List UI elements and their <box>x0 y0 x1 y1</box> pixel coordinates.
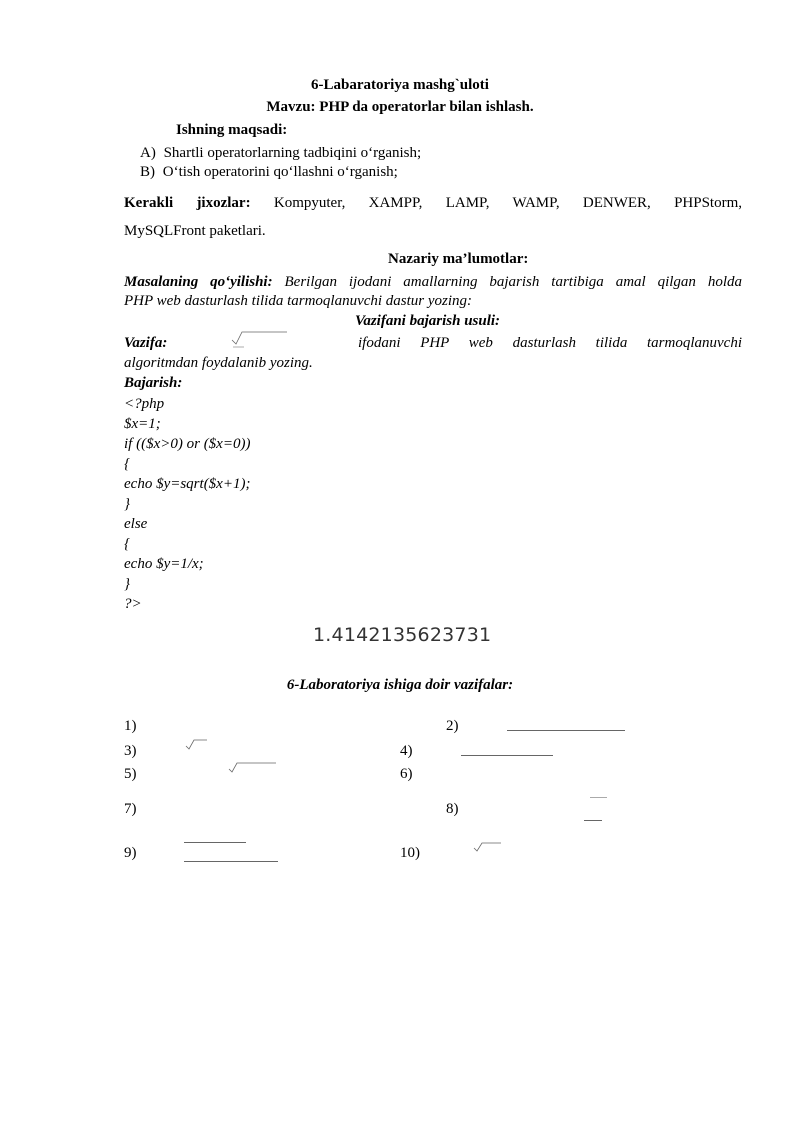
formula-fraction-line <box>184 842 246 843</box>
task-line-1: ifodani PHP web dasturlash tilida tarmoqlanuvchi <box>358 335 742 351</box>
equipment-item: XAMPP, <box>368 195 423 211</box>
formula-fraction-line <box>590 797 607 798</box>
code-line: echo $y=sqrt($x+1); <box>124 476 251 492</box>
equipment-label: Kerakli jixozlar: <box>124 195 251 211</box>
code-line: { <box>124 536 130 552</box>
theory-heading: Nazariy ma’lumotlar: <box>388 251 529 267</box>
tasks-heading: 6-Laboratoriya ishiga doir vazifalar: <box>286 677 514 693</box>
goal-text: O‘tish operatorini qo‘llashni o‘rganish; <box>162 164 398 180</box>
goal-marker: B) <box>140 164 155 180</box>
formula-fraction-line <box>184 861 278 862</box>
problem-line-2: PHP web dasturlash tilida tarmoqlanuvchi dastur yozing: <box>124 293 473 309</box>
equipment-item: WAMP, <box>512 195 560 211</box>
task-number: 5) <box>124 766 137 782</box>
formula-fraction-line <box>461 755 553 756</box>
code-line: echo $y=1/x; <box>124 556 204 572</box>
equipment-line <box>124 195 742 212</box>
code-line: if (($x>0) or ($x=0)) <box>124 436 251 452</box>
equipment-line-2: MySQLFront paketlari. <box>124 223 266 239</box>
task-number: 8) <box>446 801 459 817</box>
goal-marker: A) <box>140 145 156 161</box>
task-number: 1) <box>124 718 137 734</box>
topic-heading: Mavzu: PHP da operatorlar bilan ishlash. <box>266 99 534 115</box>
formula-sqrt-icon <box>473 841 503 855</box>
code-line: } <box>124 496 130 512</box>
problem-label: Masalaning qo‘yilishi: <box>124 274 273 290</box>
code-line: $x=1; <box>124 416 161 432</box>
problem-line-1 <box>124 274 742 291</box>
formula-fraction-line <box>584 820 602 821</box>
goal-text: Shartli operatorlarning tadbiqini o‘rganish; <box>163 145 422 161</box>
equipment-item: LAMP, <box>445 195 490 211</box>
goal-item <box>140 145 421 162</box>
goal-item <box>140 164 398 181</box>
program-output: 1.4142135623731 <box>313 624 492 646</box>
task-number: 2) <box>446 718 459 734</box>
page-title: 6-Labaratoriya mashg`uloti <box>311 77 489 93</box>
formula-sqrt-icon <box>228 761 278 775</box>
formula-fraction-line <box>507 730 625 731</box>
equipment-item: PHPStorm, <box>674 195 743 211</box>
formula-sqrt-icon <box>185 738 209 752</box>
code-line: { <box>124 456 130 472</box>
code-line: <?php <box>124 396 165 412</box>
code-line: else <box>124 516 148 532</box>
code-line: } <box>124 576 130 592</box>
task-number: 10) <box>400 845 420 861</box>
method-heading: Vazifani bajarish usuli: <box>355 313 501 329</box>
equipment-item: Kompyuter, <box>273 195 346 211</box>
purpose-heading: Ishning maqsadi: <box>176 122 288 138</box>
task-line-2: algoritmdan foydalanib yozing. <box>124 355 313 371</box>
code-block <box>124 394 250 614</box>
task-number: 4) <box>400 743 413 759</box>
task-number: 7) <box>124 801 137 817</box>
formula-sqrt-icon <box>230 328 290 350</box>
code-line: ?> <box>124 596 142 612</box>
task-number: 9) <box>124 845 137 861</box>
task-number: 3) <box>124 743 137 759</box>
problem-text: Berilgan ijodani amallarning bajarish tartibiga amal qilgan holda <box>284 274 742 290</box>
equipment-item: DENWER, <box>582 195 651 211</box>
task-number: 6) <box>400 766 413 782</box>
solution-label: Bajarish: <box>124 375 183 391</box>
task-label: Vazifa: <box>124 335 168 351</box>
